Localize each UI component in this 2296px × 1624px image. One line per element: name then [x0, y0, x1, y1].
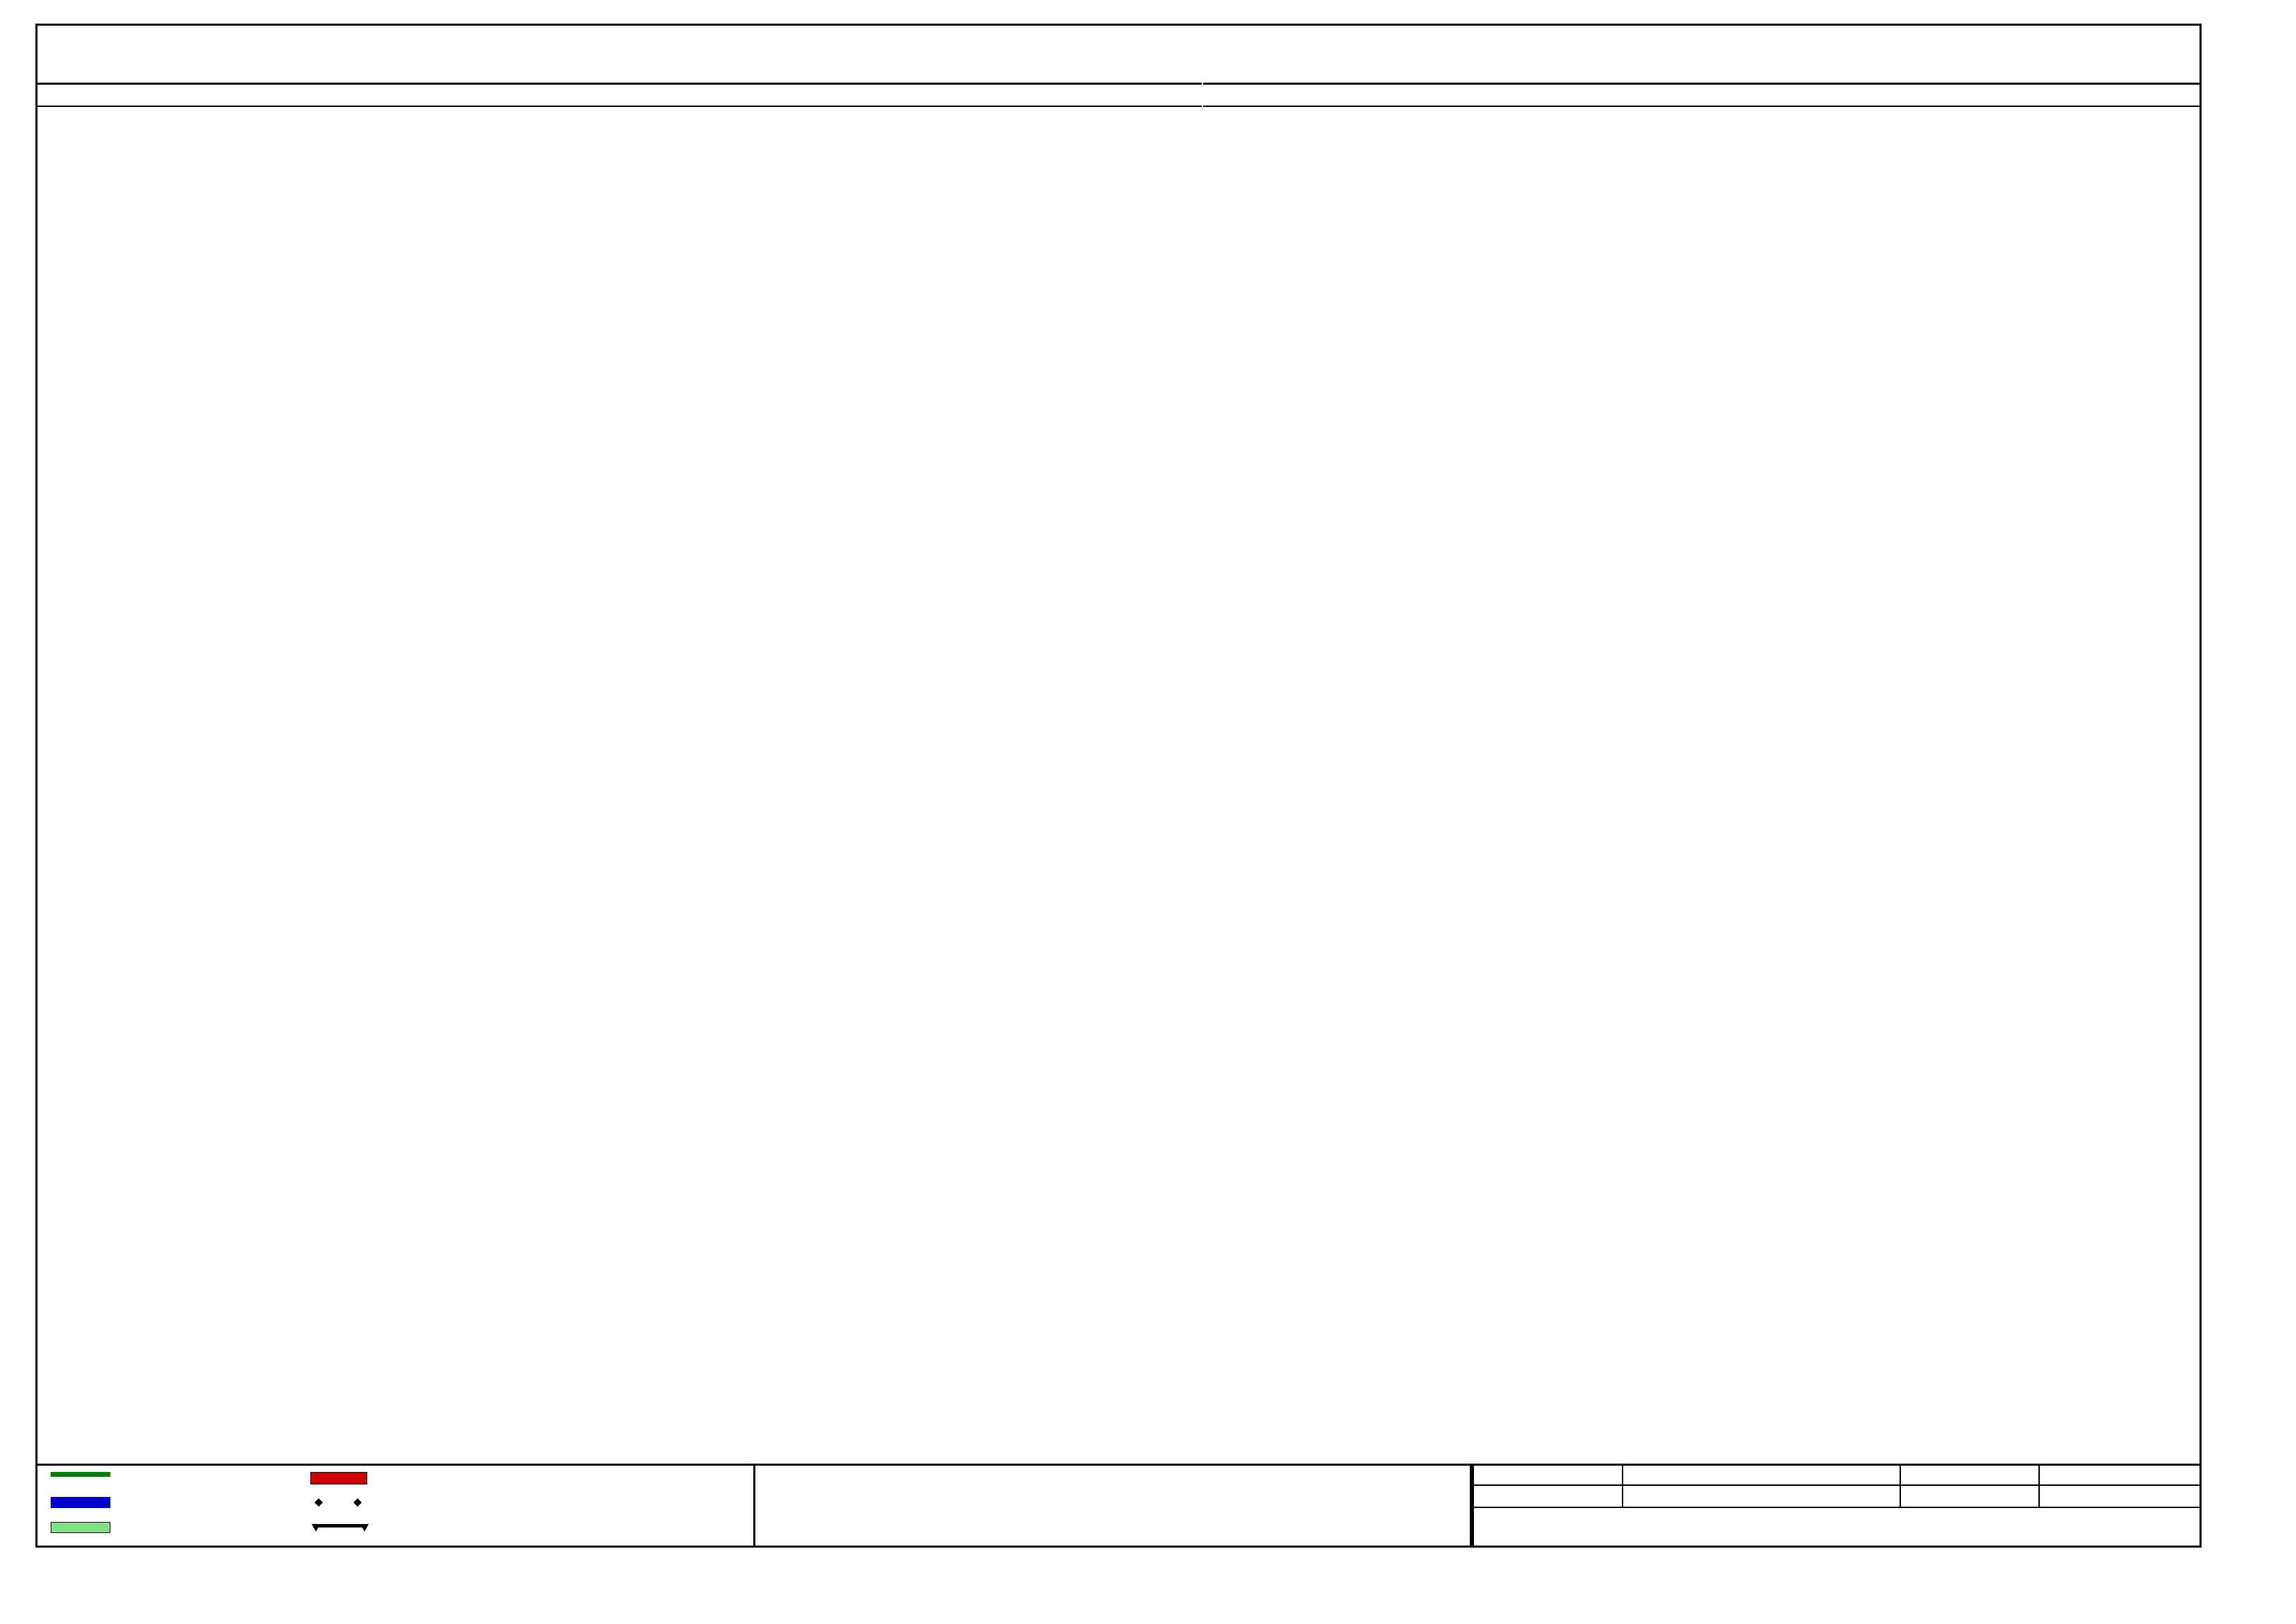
- legend-critical-swatch: [310, 1472, 367, 1484]
- rev-revision-value: [1623, 1486, 1901, 1508]
- legend-remaining: [51, 1522, 119, 1533]
- column-header: [35, 83, 1202, 107]
- gantt-svg: [1203, 105, 2202, 1453]
- legend-milestone: [310, 1497, 374, 1508]
- rev-checked-value: [1901, 1486, 2040, 1508]
- legend-actual-swatch: [51, 1497, 110, 1508]
- milestone-icon: [310, 1497, 366, 1508]
- legend-loe-swatch: [51, 1472, 110, 1477]
- legend-summary: [310, 1522, 378, 1533]
- legend-actual: [51, 1497, 119, 1508]
- legend-loe: [51, 1472, 119, 1477]
- legend-critical: [310, 1472, 376, 1484]
- rev-approved-header: [2040, 1465, 2202, 1486]
- rev-revision-header: [1623, 1465, 1901, 1486]
- rev-date-header: [1472, 1465, 1623, 1486]
- revision-table: [1472, 1465, 2202, 1548]
- rev-date-value: [1472, 1486, 1623, 1508]
- legend-remaining-swatch: [51, 1522, 110, 1533]
- summary-icon: [310, 1522, 370, 1533]
- rev-checked-header: [1901, 1465, 2040, 1486]
- gantt-chart: [1203, 105, 2202, 1453]
- rev-approved-value: [2040, 1486, 2202, 1508]
- timescale-header: [1203, 83, 2202, 107]
- footer-title-box: [753, 1465, 1472, 1548]
- legend: [35, 1465, 752, 1548]
- rev-table-left-border: [1472, 1465, 1474, 1548]
